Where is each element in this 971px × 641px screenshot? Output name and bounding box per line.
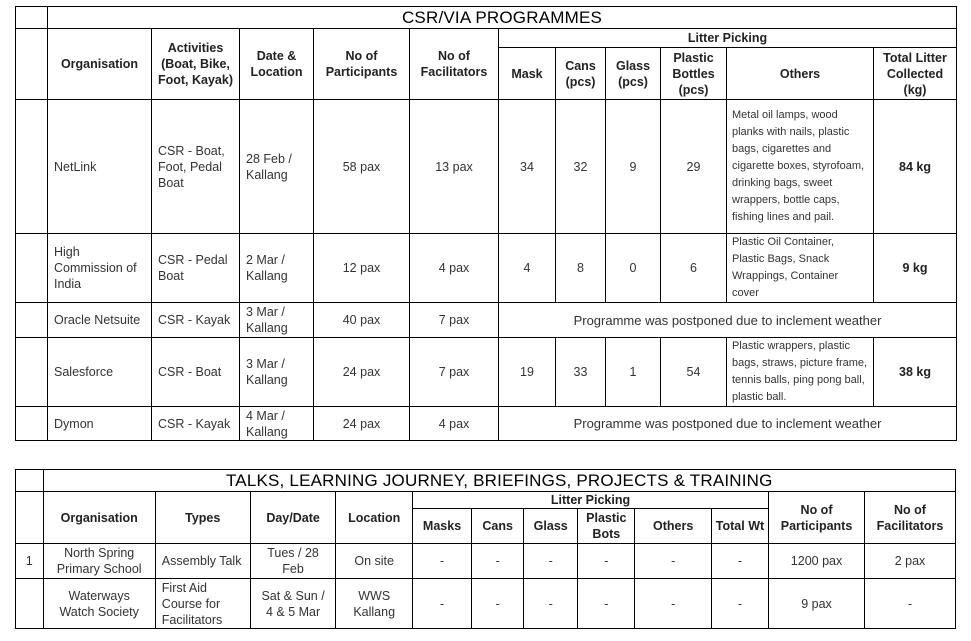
facilitators-cell: 4 pax	[410, 407, 499, 441]
organisation-cell: NetLink	[48, 100, 152, 234]
row-number	[16, 234, 48, 303]
type-cell: First Aid Course for Facilitators	[155, 579, 250, 629]
participants-header: No of Participants	[314, 29, 410, 100]
date-location-cell: 4 Mar / Kallang	[240, 407, 314, 441]
participants-cell: 24 pax	[314, 338, 410, 407]
others-cell: Plastic Oil Container, Plastic Bags, Snack Wrappings, Container cover	[727, 234, 874, 303]
facilitators-header: No of Facilitators	[410, 29, 499, 100]
participants-cell: 40 pax	[314, 303, 410, 338]
glass-cell: 0	[606, 234, 661, 303]
litter-picking-header: Litter Picking	[412, 492, 768, 509]
location-cell: On site	[336, 544, 413, 579]
organisation-cell: Salesforce	[48, 338, 152, 407]
corner-cell	[16, 7, 48, 29]
total-wt-cell: -	[711, 579, 768, 629]
activity-cell: CSR - Boat, Foot, Pedal Boat	[152, 100, 240, 234]
num-header	[16, 29, 48, 100]
date-location-cell: 2 Mar / Kallang	[240, 234, 314, 303]
organisation-header: Organisation	[43, 492, 155, 544]
litter-picking-header: Litter Picking	[499, 29, 957, 48]
talks-table	[15, 469, 956, 629]
glass-header: Glass	[524, 509, 578, 544]
glass-cell: -	[524, 544, 578, 579]
participants-cell: 1200 pax	[769, 544, 865, 579]
table-row	[16, 338, 957, 407]
plastic-bots-header: Plastic Bots	[578, 509, 635, 544]
facilitators-cell: -	[864, 579, 955, 629]
participants-cell: 24 pax	[314, 407, 410, 441]
total-wt-header: Total Wt	[711, 509, 768, 544]
activity-cell: CSR - Pedal Boat	[152, 234, 240, 303]
postponed-note: Programme was postponed due to inclement weather	[499, 407, 957, 441]
day-date-cell: Sat & Sun / 4 & 5 Mar	[250, 579, 336, 629]
cans-cell: 32	[556, 100, 606, 234]
total-litter-cell: 9 kg	[874, 234, 957, 303]
others-header: Others	[727, 48, 874, 100]
cans-cell: 33	[556, 338, 606, 407]
row-number: 1	[16, 544, 44, 579]
participants-header: No of Participants	[769, 492, 865, 544]
facilitators-cell: 2 pax	[864, 544, 955, 579]
organisation-cell: High Commission of India	[48, 234, 152, 303]
organisation-cell: Oracle Netsuite	[48, 303, 152, 338]
table-row	[16, 544, 956, 579]
total-litter-header: Total Litter Collected (kg)	[874, 48, 957, 100]
plastic-bots-cell: -	[578, 544, 635, 579]
cans-cell: -	[472, 579, 524, 629]
masks-cell: -	[412, 579, 471, 629]
mask-cell: 34	[499, 100, 556, 234]
masks-cell: -	[412, 544, 471, 579]
cans-header: Cans	[472, 509, 524, 544]
others-cell: -	[635, 544, 712, 579]
organisation-cell: Waterways Watch Society	[43, 579, 155, 629]
total-litter-cell: 84 kg	[874, 100, 957, 234]
row-number	[16, 100, 48, 234]
participants-cell: 58 pax	[314, 100, 410, 234]
glass-header: Glass (pcs)	[606, 48, 661, 100]
date-location-header: Date & Location	[240, 29, 314, 100]
row-number	[16, 303, 48, 338]
day-date-header: Day/Date	[250, 492, 336, 544]
others-header: Others	[635, 509, 712, 544]
table-row	[16, 579, 956, 629]
participants-cell: 9 pax	[769, 579, 865, 629]
activity-cell: CSR - Boat	[152, 338, 240, 407]
organisation-cell: Dymon	[48, 407, 152, 441]
table-row	[16, 407, 957, 441]
plastic-bots-cell: -	[578, 579, 635, 629]
day-date-cell: Tues / 28 Feb	[250, 544, 336, 579]
corner-cell	[16, 470, 44, 492]
others-cell: Plastic wrappers, plastic bags, straws, picture frame, tennis balls, ping pong ball, plastic ball.	[727, 338, 874, 407]
activity-cell: CSR - Kayak	[152, 407, 240, 441]
cans-header: Cans (pcs)	[556, 48, 606, 100]
total-litter-cell: 38 kg	[874, 338, 957, 407]
plastic-bottles-cell: 6	[661, 234, 727, 303]
glass-cell: 1	[606, 338, 661, 407]
talks-title: TALKS, LEARNING JOURNEY, BRIEFINGS, PROJECTS & TRAINING	[43, 470, 955, 492]
facilitators-header: No of Facilitators	[864, 492, 955, 544]
location-cell: WWS Kallang	[336, 579, 413, 629]
plastic-bottles-header: Plastic Bottles (pcs)	[661, 48, 727, 100]
participants-cell: 12 pax	[314, 234, 410, 303]
plastic-bottles-cell: 29	[661, 100, 727, 234]
mask-header: Mask	[499, 48, 556, 100]
facilitators-cell: 4 pax	[410, 234, 499, 303]
others-cell: -	[635, 579, 712, 629]
others-cell: Metal oil lamps, wood planks with nails, plastic bags, cigarettes and cigarette boxes, styrofoam, drinking bags, sweet wrappers, bottle caps, fishing lines and pail.	[727, 100, 874, 234]
num-header	[16, 492, 44, 544]
organisation-cell: North Spring Primary School	[43, 544, 155, 579]
organisation-header: Organisation	[48, 29, 152, 100]
masks-header: Masks	[412, 509, 471, 544]
date-location-cell: 28 Feb / Kallang	[240, 100, 314, 234]
glass-cell: 9	[606, 100, 661, 234]
cans-cell: 8	[556, 234, 606, 303]
location-header: Location	[336, 492, 413, 544]
table-row	[16, 303, 957, 338]
facilitators-cell: 7 pax	[410, 303, 499, 338]
date-location-cell: 3 Mar / Kallang	[240, 303, 314, 338]
cans-cell: -	[472, 544, 524, 579]
date-location-cell: 3 Mar / Kallang	[240, 338, 314, 407]
plastic-bottles-cell: 54	[661, 338, 727, 407]
table-row	[16, 234, 957, 303]
type-cell: Assembly Talk	[155, 544, 250, 579]
row-number	[16, 579, 44, 629]
total-wt-cell: -	[711, 544, 768, 579]
mask-cell: 19	[499, 338, 556, 407]
types-header: Types	[155, 492, 250, 544]
activities-header: Activities (Boat, Bike, Foot, Kayak)	[152, 29, 240, 100]
glass-cell: -	[524, 579, 578, 629]
facilitators-cell: 7 pax	[410, 338, 499, 407]
facilitators-cell: 13 pax	[410, 100, 499, 234]
activity-cell: CSR - Kayak	[152, 303, 240, 338]
postponed-note: Programme was postponed due to inclement weather	[499, 303, 957, 338]
row-number	[16, 338, 48, 407]
table-row	[16, 100, 957, 234]
row-number	[16, 407, 48, 441]
mask-cell: 4	[499, 234, 556, 303]
csr-table	[15, 6, 957, 441]
csr-title: CSR/VIA PROGRAMMES	[48, 7, 957, 29]
